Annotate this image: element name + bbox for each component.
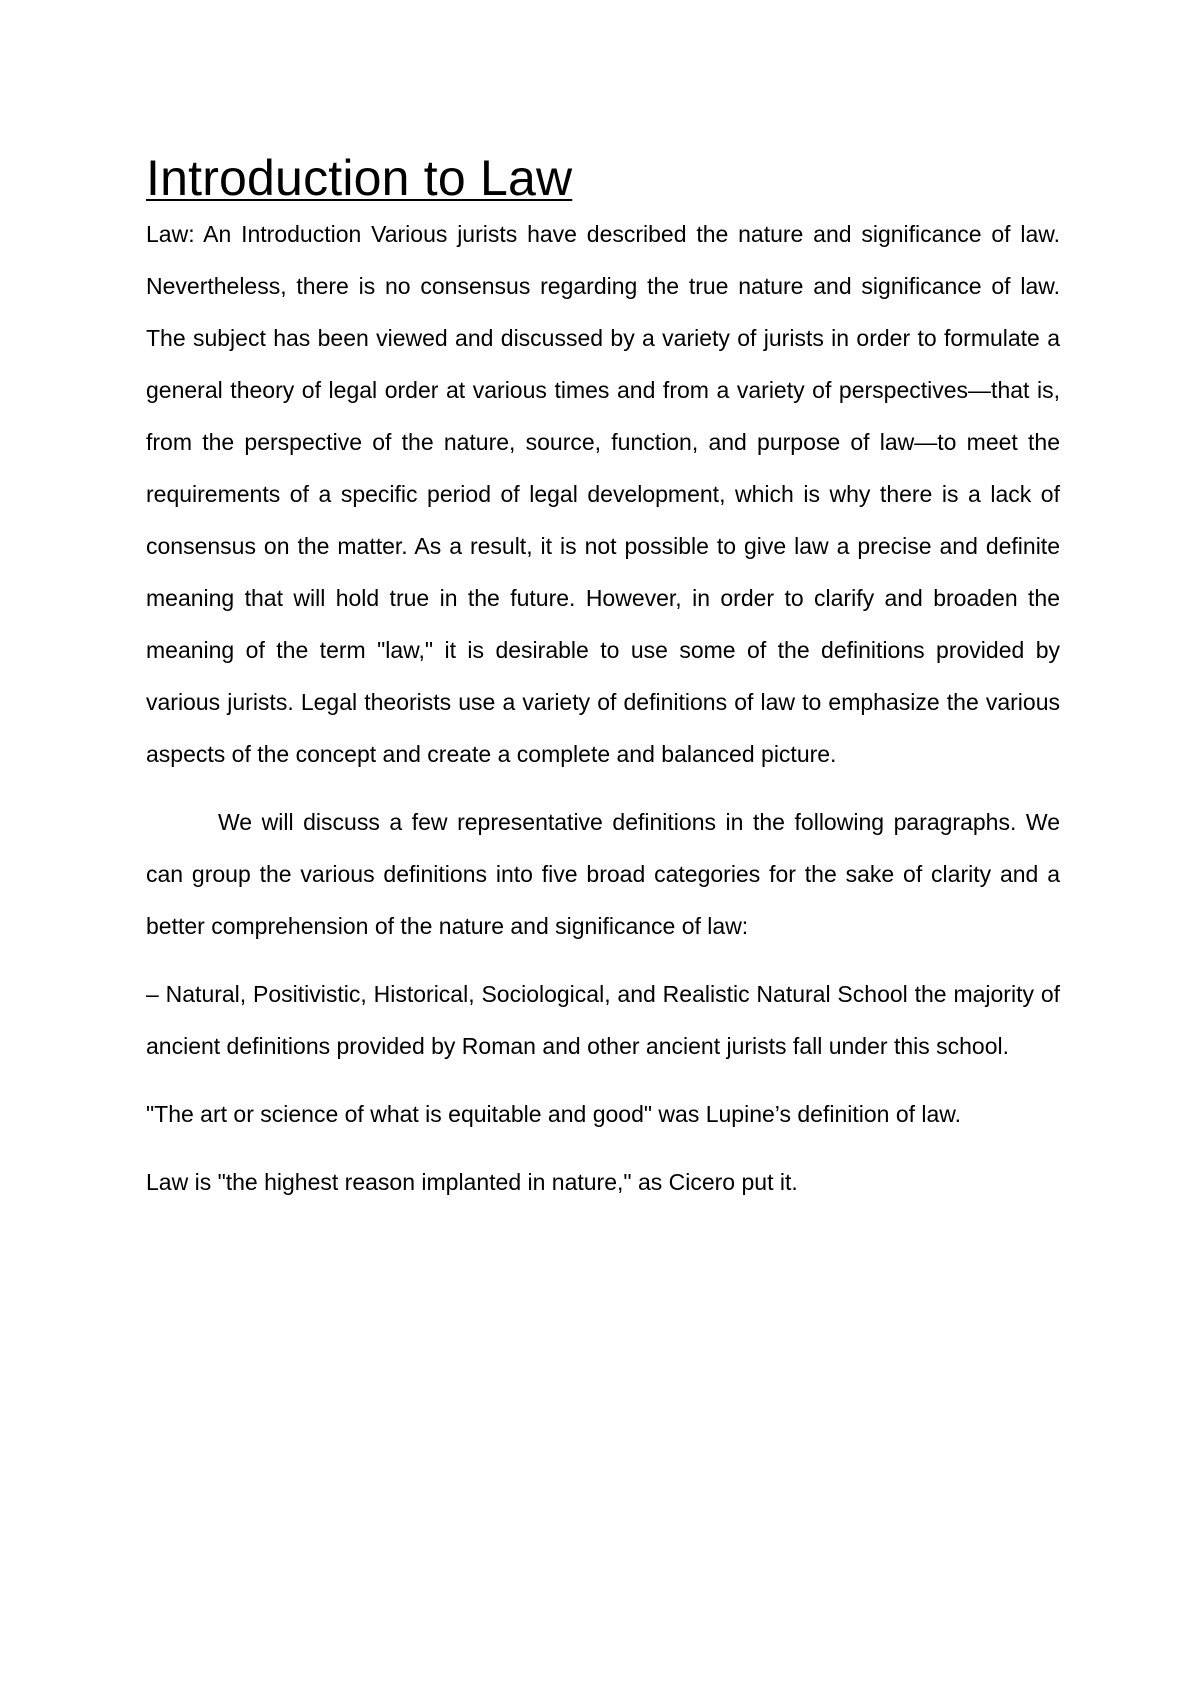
- paragraph-lupine-definition: "The art or science of what is equitable and good" was Lupine’s definition of law.: [146, 1101, 962, 1127]
- paragraph-natural-school: – Natural, Positivistic, Historical, Sociological, and Realistic Natural School the majority of ancient definitions provided by Roman and other ancient jurists fall under this school.: [146, 981, 1060, 1059]
- paragraph-cicero-definition: Law is "the highest reason implanted in nature," as Cicero put it.: [146, 1169, 798, 1195]
- paragraph-representative-definitions: We will discuss a few representative definitions in the following paragraphs. We can group the various definitions into five broad categories for the sake of clarity and a better comprehension of the nature and significance of law:: [146, 809, 1060, 939]
- paragraph-introduction: Law: An Introduction Various jurists have described the nature and significance of law. Nevertheless, there is no consensus regarding the true nature and significance of law. The subject has been viewed and discussed by a variety of jurists in order to formulate a general theory of legal order at various times and from a variety of perspectives—that is, from the perspective of the nature, source, function, and purpose of law—to meet the requirements of a specific period of legal development, which is why there is a lack of consensus on the matter. As a result, it is not possible to give law a precise and definite meaning that will hold true in the future. However, in order to clarify and broaden the meaning of the term "law," it is desirable to use some of the definitions provided by various jurists. Legal theorists use a variety of definitions of law to emphasize the various aspects of the concept and create a complete and balanced picture.: [146, 221, 1060, 767]
- document-title: Introduction to Law: [146, 150, 573, 206]
- document-body: [146, 148, 1060, 1208]
